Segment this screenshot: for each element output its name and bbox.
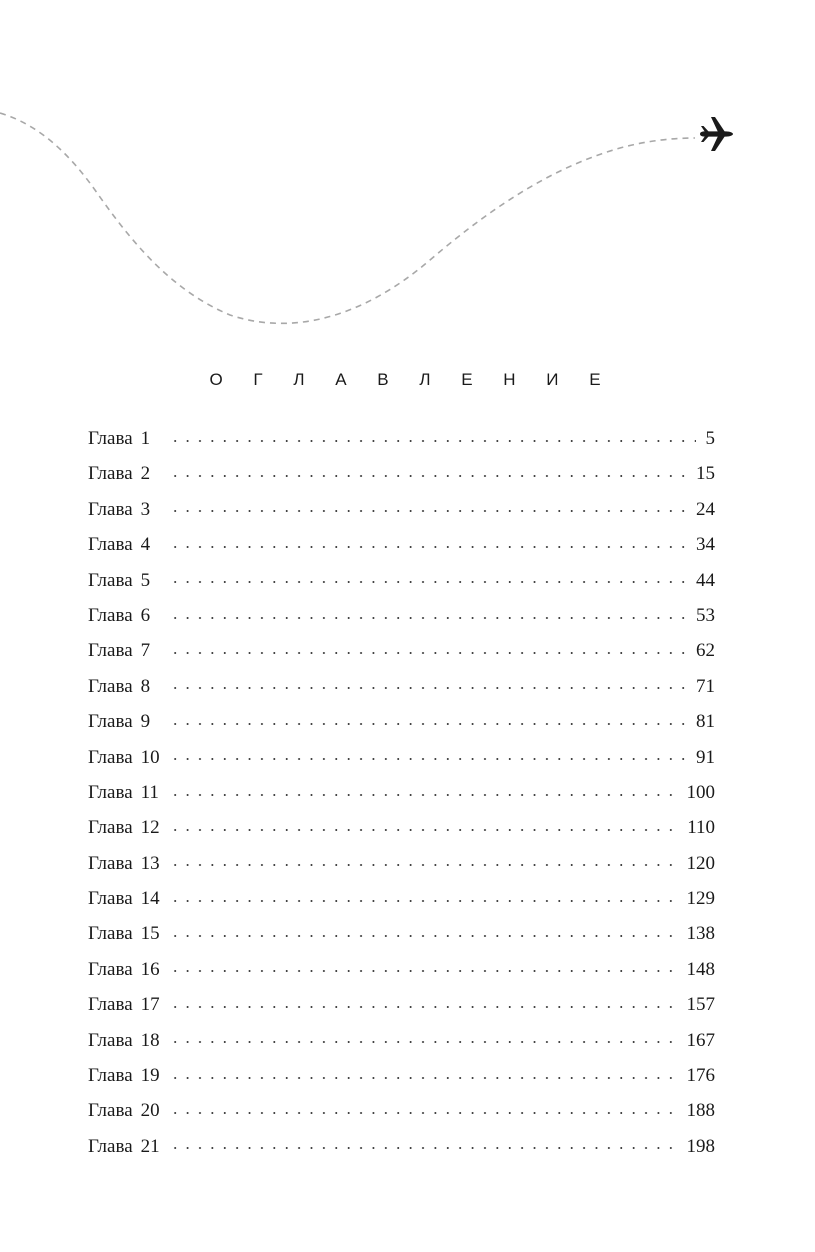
page-number: 167 [686,1029,715,1051]
chapter-label [88,740,161,775]
dot-leader [169,1066,677,1085]
chapter-number: 13 [140,852,160,874]
chapter-number: 15 [140,923,160,945]
chapter-label [88,1058,161,1093]
page-number: 188 [686,1100,715,1122]
dot-leader [169,1031,677,1050]
chapter-label [88,1023,161,1058]
chapter-word: Глава [88,1100,133,1122]
toc-entry[interactable] [88,987,715,1022]
flight-path-decoration [0,0,815,360]
toc-entry[interactable] [88,669,715,704]
chapter-word: Глава [88,463,133,485]
chapter-number: 18 [140,1029,160,1051]
dot-leader [169,465,686,484]
chapter-number: 14 [140,888,160,910]
dot-leader [169,925,677,944]
dot-leader [169,995,677,1014]
toc-entry[interactable] [88,1129,715,1164]
chapter-word: Глава [88,711,133,733]
toc-entry[interactable] [88,881,715,916]
chapter-label [88,952,161,987]
chapter-number: 20 [140,1100,160,1122]
chapter-word: Глава [88,428,133,449]
page-number: 5 [705,428,715,449]
chapter-label [88,492,161,527]
toc-entry[interactable] [88,810,715,845]
page-number: 120 [686,852,715,874]
chapter-word: Глава [88,1029,133,1051]
page-number: 198 [686,1135,715,1157]
chapter-number: 3 [140,498,151,520]
toc-entry[interactable] [88,563,715,598]
dot-leader [169,535,686,554]
page-number: 24 [696,498,715,520]
chapter-label [88,669,161,704]
dot-leader [169,783,677,802]
chapter-label [88,775,161,810]
chapter-number: 11 [140,781,159,803]
dot-leader [169,500,686,519]
dot-leader [169,889,677,908]
chapter-label [88,421,161,456]
dot-leader [169,960,677,979]
chapter-number: 1 [140,428,151,449]
chapter-word: Глава [88,817,133,839]
chapter-number: 21 [140,1135,160,1157]
airplane-icon [700,117,733,151]
chapter-label [88,1129,161,1164]
chapter-label [88,1093,161,1128]
toc-entry[interactable] [88,633,715,668]
chapter-label [88,916,161,951]
page-number: 44 [696,569,715,591]
page-number: 91 [696,746,715,768]
dashed-flight-path [0,113,695,323]
dot-leader [169,642,686,661]
toc-entry[interactable] [88,916,715,951]
chapter-word: Глава [88,498,133,520]
chapter-word: Глава [88,923,133,945]
chapter-number: 9 [140,711,151,733]
chapter-word: Глава [88,604,133,626]
chapter-number: 4 [140,534,151,556]
page-number: 100 [686,781,715,803]
toc-entry[interactable] [88,1093,715,1128]
dot-leader [169,571,686,590]
chapter-number: 8 [140,675,151,697]
page-number: 129 [686,888,715,910]
page-number: 71 [696,675,715,697]
toc-entry[interactable] [88,456,715,491]
dot-leader [169,748,686,767]
dot-leader [169,1137,677,1156]
toc-entry[interactable] [88,492,715,527]
chapter-label [88,563,161,598]
chapter-label [88,704,161,739]
toc-entry[interactable] [88,952,715,987]
toc-title: О Г Л А В Л Е Н И Е [209,370,614,389]
chapter-word: Глава [88,640,133,662]
chapter-word: Глава [88,958,133,980]
chapter-number: 17 [140,994,160,1016]
toc-entry[interactable] [88,1058,715,1093]
page-number: 15 [696,463,715,485]
chapter-word: Глава [88,888,133,910]
chapter-number: 12 [140,817,160,839]
chapter-label [88,598,161,633]
page-number: 138 [686,923,715,945]
chapter-number: 5 [140,569,151,591]
chapter-label [88,527,161,562]
chapter-label [88,633,161,668]
chapter-label [88,881,161,916]
page-number: 53 [696,604,715,626]
toc-list [88,421,715,1164]
dot-leader [169,712,686,731]
dot-leader [169,606,686,625]
chapter-word: Глава [88,781,133,803]
toc-entry[interactable] [88,846,715,881]
chapter-label [88,987,161,1022]
page-number: 34 [696,534,715,556]
dot-leader [169,1102,677,1121]
page-number: 148 [686,958,715,980]
page-number: 157 [686,994,715,1016]
chapter-number: 6 [140,604,151,626]
toc-entry[interactable] [88,775,715,810]
chapter-number: 19 [140,1065,160,1087]
chapter-number: 2 [140,463,151,485]
chapter-word: Глава [88,852,133,874]
chapter-label [88,810,161,845]
chapter-word: Глава [88,534,133,556]
chapter-label [88,846,161,881]
chapter-word: Глава [88,675,133,697]
chapter-label [88,456,161,491]
page-number: 81 [696,711,715,733]
toc-entry[interactable] [88,704,715,739]
chapter-number: 10 [140,746,160,768]
toc-entry[interactable] [88,598,715,633]
chapter-word: Глава [88,746,133,768]
chapter-word: Глава [88,1065,133,1087]
toc-entry[interactable] [88,1023,715,1058]
chapter-word: Глава [88,569,133,591]
toc-entry[interactable] [88,527,715,562]
chapter-number: 7 [140,640,151,662]
page-number: 62 [696,640,715,662]
toc-entry[interactable] [88,740,715,775]
dot-leader [169,677,686,696]
chapter-word: Глава [88,994,133,1016]
page-number: 110 [687,817,715,839]
chapter-word: Глава [88,1135,133,1157]
page-number: 176 [686,1065,715,1087]
dot-leader [169,429,696,448]
chapter-number: 16 [140,958,160,980]
toc-entry[interactable] [88,421,715,456]
dot-leader [169,854,677,873]
dot-leader [169,818,678,837]
